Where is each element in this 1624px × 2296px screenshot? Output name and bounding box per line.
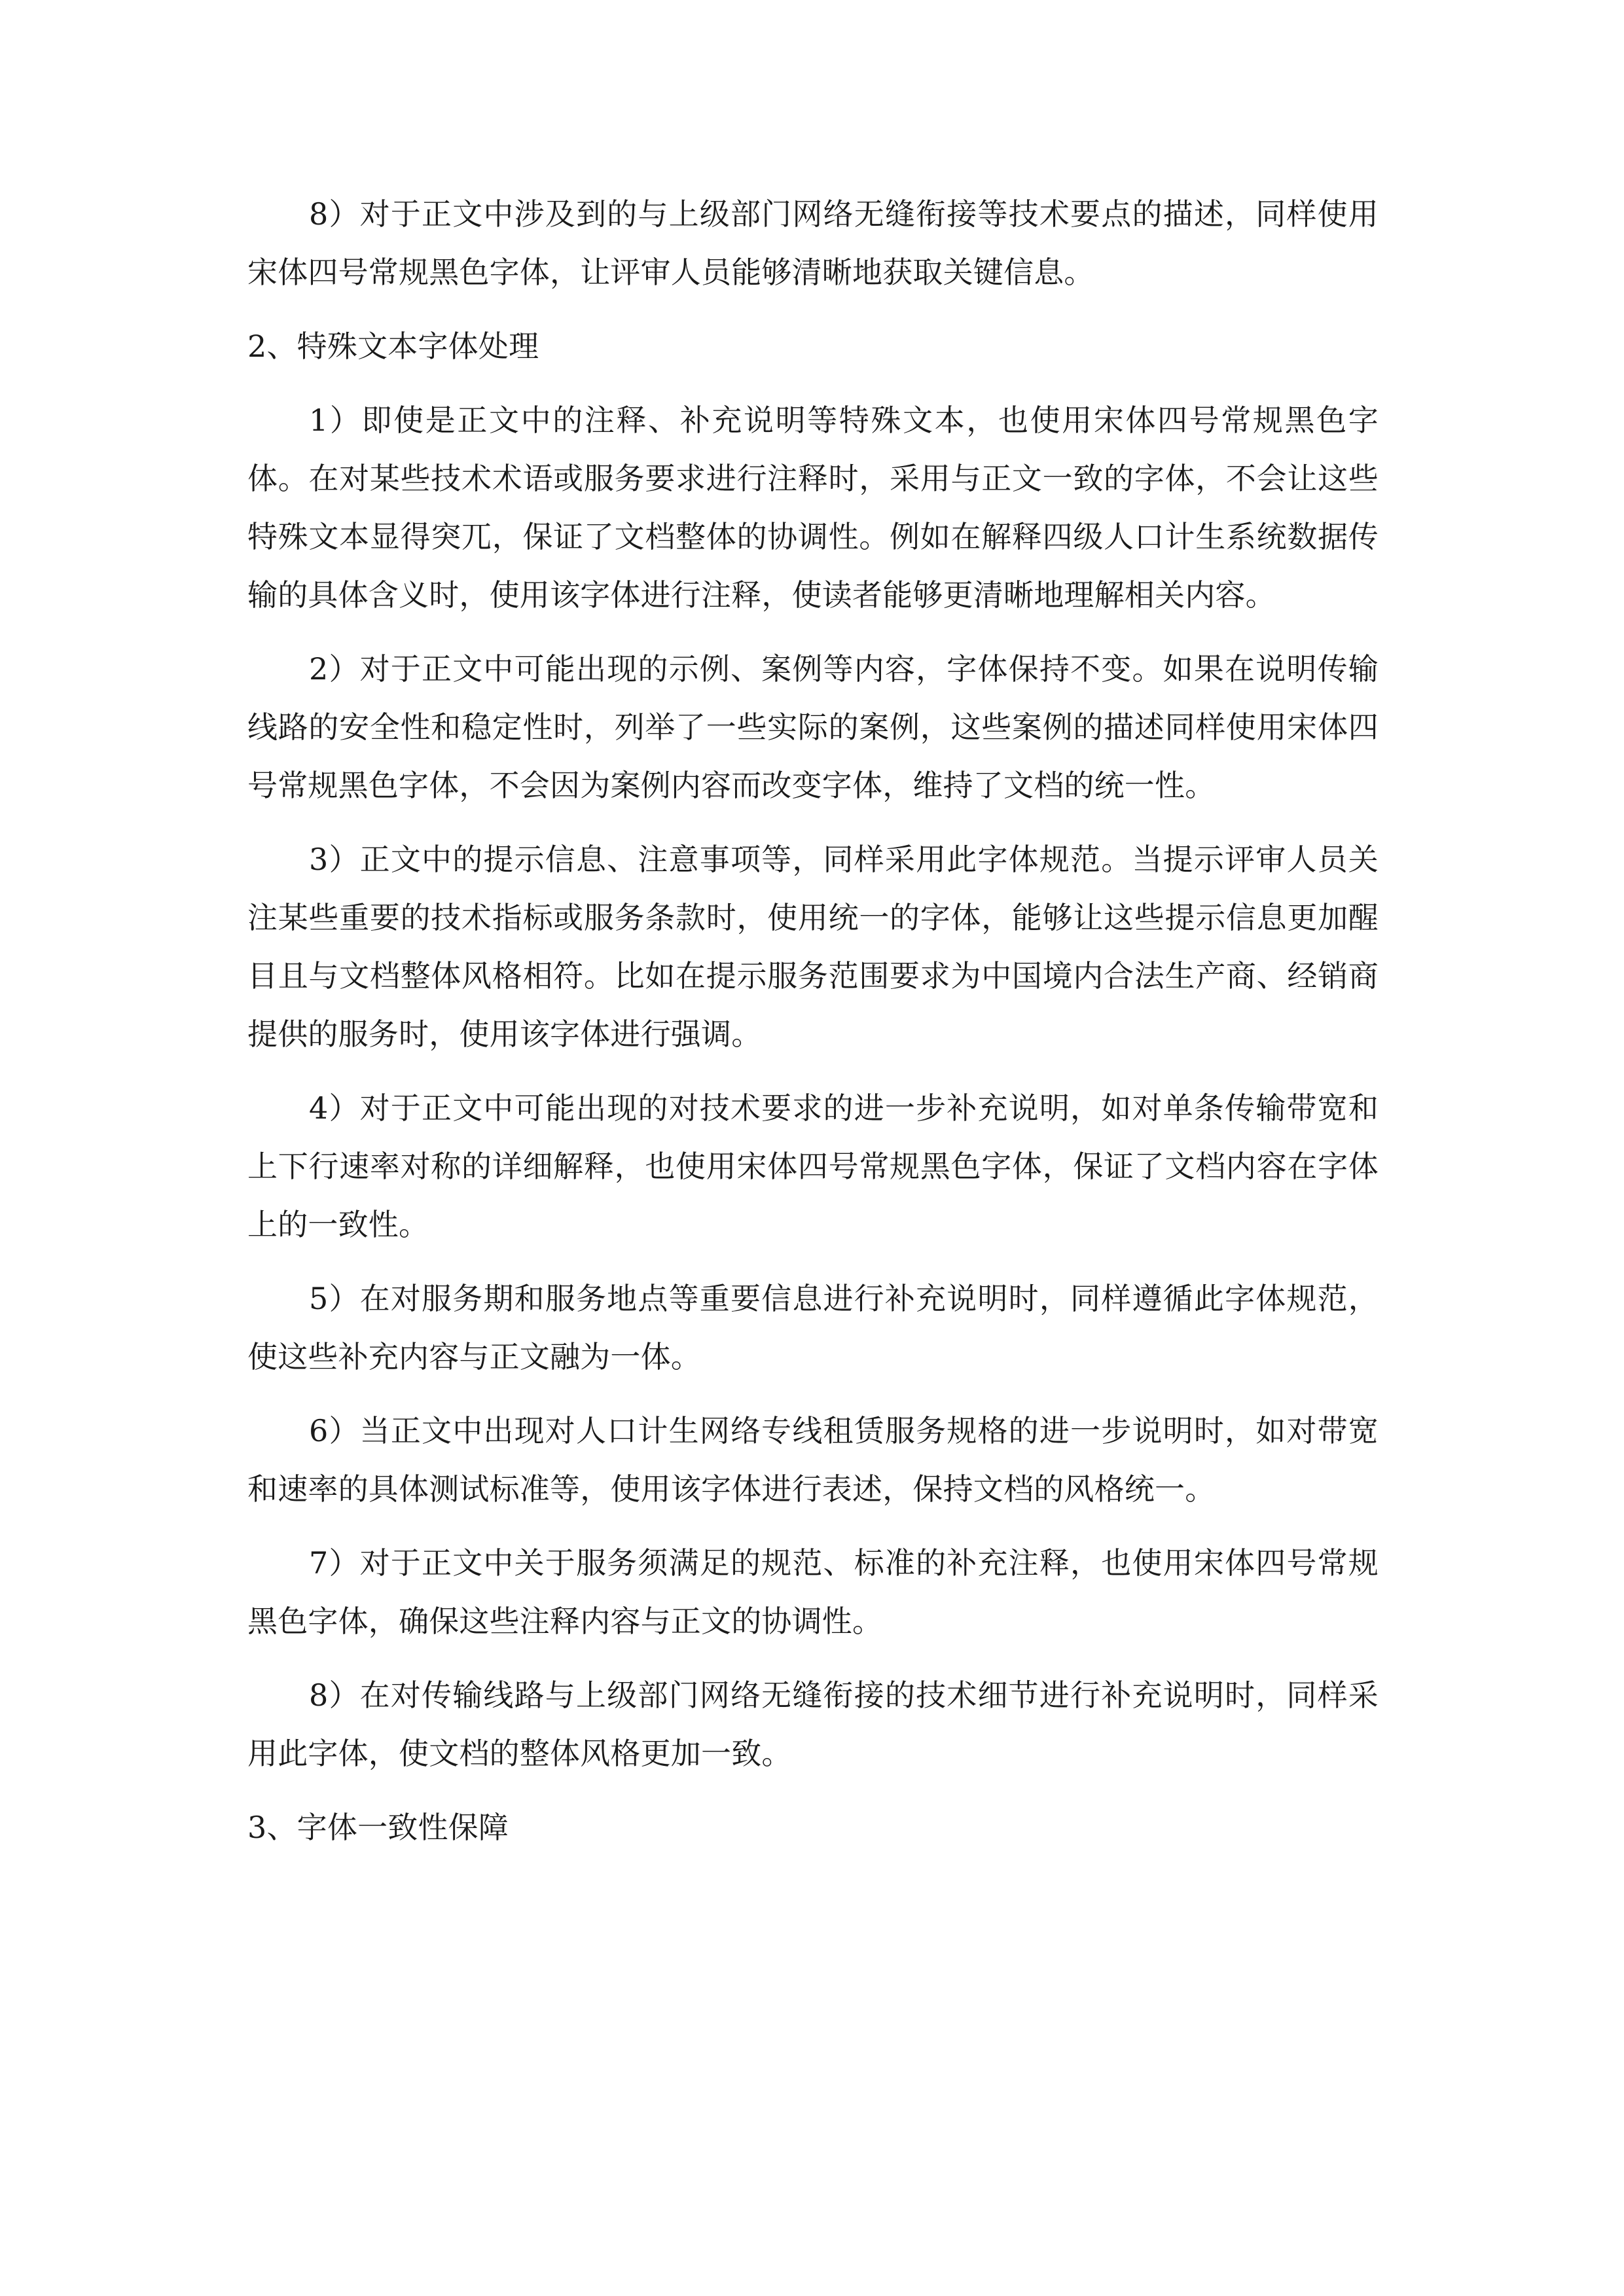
paragraph-item-8-transmission-details: 8）在对传输线路与上级部门网络无缝衔接的技术细节进行补充说明时，同样采用此字体，使文档的整体风格更加一致。 xyxy=(247,1677,1379,1771)
paragraph-item-3-notices: 3）正文中的提示信息、注意事项等，同样采用此字体规范。当提示评审人员关注某些重要的技术指标或服务条款时，使用统一的字体，能够让这些提示信息更加醒目且与文档整体风格相符。比如在提示服务范围要求为中国境内合法生产商、经销商提供的服务时，使用该字体进行强调。 xyxy=(247,842,1379,1052)
paragraph-item-1-annotations: 1）即使是正文中的注释、补充说明等特殊文本，也使用宋体四号常规黑色字体。在对某些技术术语或服务要求进行注释时，采用与正文一致的字体，不会让这些特殊文本显得突兀，保证了文档整体的协调性。例如在解释四级人口计生系统数据传输的具体含义时，使用该字体进行注释，使读者能够更清晰地理解相关内容。 xyxy=(247,403,1379,613)
paragraph-item-8-network-seamless: 8）对于正文中涉及到的与上级部门网络无缝衔接等技术要点的描述，同样使用宋体四号常规黑色字体，让评审人员能够清晰地获取关键信息。 xyxy=(247,196,1379,290)
paragraph-item-5-service-period: 5）在对服务期和服务地点等重要信息进行补充说明时，同样遵循此字体规范，使这些补充内容与正文融为一体。 xyxy=(247,1281,1379,1374)
paragraph-item-4-supplementary: 4）对于正文中可能出现的对技术要求的进一步补充说明，如对单条传输带宽和上下行速率对称的详细解释，也使用宋体四号常规黑色字体，保证了文档内容在字体上的一致性。 xyxy=(247,1090,1379,1242)
paragraph-item-7-standards: 7）对于正文中关于服务须满足的规范、标准的补充注释，也使用宋体四号常规黑色字体，确保这些注释内容与正文的协调性。 xyxy=(247,1545,1379,1639)
paragraph-item-6-leased-line: 6）当正文中出现对人口计生网络专线租赁服务规格的进一步说明时，如对带宽和速率的具体测试标准等，使用该字体进行表述，保持文档的风格统一。 xyxy=(247,1413,1379,1507)
section-heading-font-consistency: 3、字体一致性保障 xyxy=(247,1810,509,1845)
document-body xyxy=(247,185,1379,1873)
section-heading-special-text-font: 2、特殊文本字体处理 xyxy=(247,329,539,364)
paragraph-item-2-examples: 2）对于正文中可能出现的示例、案例等内容，字体保持不变。如果在说明传输线路的安全性和稳定性时，列举了一些实际的案例，这些案例的描述同样使用宋体四号常规黑色字体，不会因为案例内容而改变字体，维持了文档的统一性。 xyxy=(247,651,1379,803)
